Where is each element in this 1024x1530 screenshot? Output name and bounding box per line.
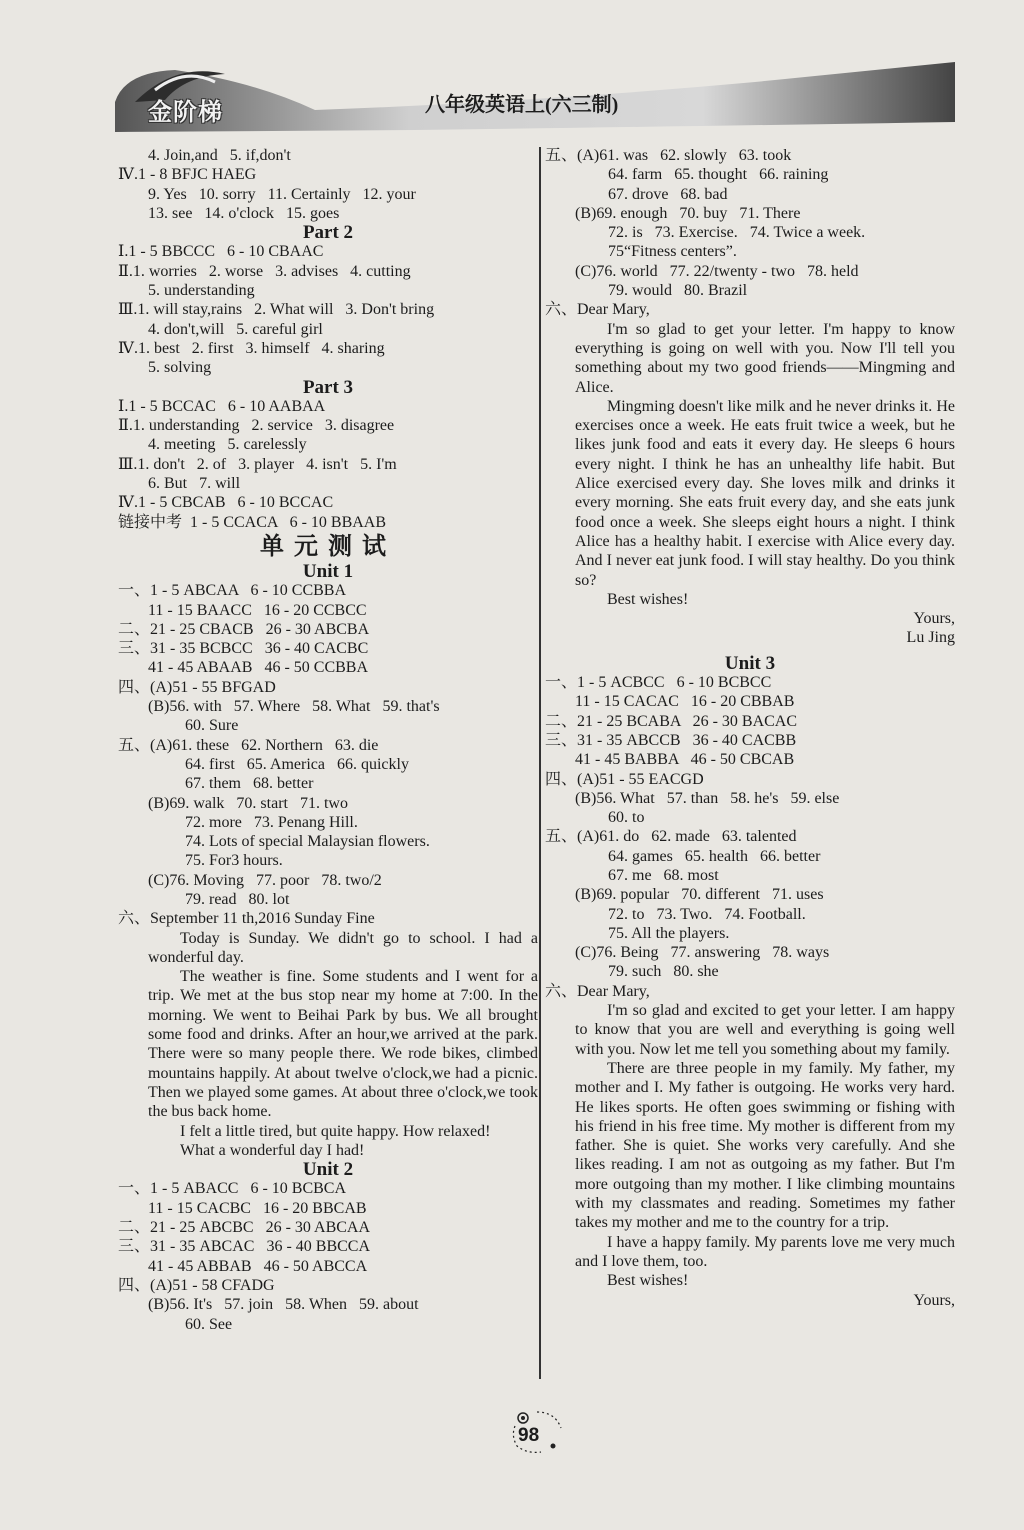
letter-paragraph: There are three people in my family. My father, my mother and I. My father is outgoing. He works very hard. He likes sports. He often goes swimming or fishing with his friend in his free time. My mother is different from my father. She is quiet. She works very carefully. And she likes reading. I am not as outgoing as my father. But I'm more outgoing than my mother. I like climbing mountains with my classmates and reading. Sometimes my father takes my mother and me to the country for a trip. (575, 1059, 955, 1232)
answer-line: 四、(A)51 - 55 BFGAD (118, 678, 276, 696)
answer-line: 一、1 - 5 ABCAA 6 - 10 CCBBA (118, 582, 347, 600)
answer-line: (B)56. It's 57. join 58. When 59. about (148, 1296, 419, 1314)
answer-line: Ⅳ.1. best 2. first 3. himself 4. sharing (118, 339, 385, 357)
answer-line: 六、Dear Mary, (545, 982, 650, 1000)
answer-line: Ⅰ.1 - 5 BCCAC 6 - 10 AABAA (118, 397, 326, 415)
essay-paragraph: Today is Sunday. We didn't go to school. I had a wonderful day. (148, 929, 538, 966)
answer-line: 一、1 - 5 ACBCC 6 - 10 BCBCC (545, 674, 772, 692)
answer-line: 74. Lots of special Malaysian flowers. (185, 833, 430, 851)
answer-line: Ⅳ.1 - 8 BFJC HAEG (118, 166, 257, 184)
letter-closing: Yours, (913, 1291, 955, 1309)
answer-line: 41 - 45 BABBA 46 - 50 CBCAB (575, 751, 795, 769)
page-title: 八年级英语上(六三制) (425, 94, 619, 116)
answer-line: Ⅳ.1 - 5 CBCAB 6 - 10 BCCAC (118, 494, 334, 512)
answer-line: (C)76. Moving 77. poor 78. two/2 (148, 871, 382, 889)
logo: 金阶梯 (148, 100, 223, 126)
answer-line: 67. them 68. better (185, 775, 314, 793)
section-heading-unit2: Unit 2 (302, 1159, 354, 1181)
letter-paragraph: Best wishes! (607, 590, 689, 608)
letter-closing: Yours, (913, 610, 955, 628)
answer-line: 一、1 - 5 ABACC 6 - 10 BCBCA (118, 1180, 347, 1198)
answer-line: 41 - 45 ABBAB 46 - 50 ABCCA (148, 1257, 368, 1275)
answer-line: 5. understanding (148, 282, 255, 300)
answer-line: 五、(A)61. these 62. Northern 63. die (118, 736, 379, 754)
column-divider (539, 147, 541, 1379)
answer-line: 6. But 7. will (148, 475, 241, 493)
answer-line: (C)76. world 77. 22/twenty - two 78. held (575, 262, 859, 280)
answer-line: 链接中考 1 - 5 CCACA 6 - 10 BBAAB (118, 513, 387, 531)
answer-line: 二、21 - 25 ABCBC 26 - 30 ABCAA (118, 1219, 371, 1237)
answer-line: 11 - 15 BAACC 16 - 20 CCBCC (148, 601, 367, 619)
answer-line: 64. farm 65. thought 66. raining (608, 166, 829, 184)
essay-paragraph: What a wonderful day I had! (180, 1141, 365, 1159)
answer-line: 二、21 - 25 BCABA 26 - 30 BACAC (545, 712, 798, 730)
page-number: 98 (518, 1425, 540, 1446)
answer-line: Ⅲ.1. will stay,rains 2. What will 3. Don't bring (118, 301, 435, 319)
section-heading-part2: Part 2 (302, 222, 354, 244)
answer-line: 75. All the players. (608, 924, 730, 942)
answer-line: 三、31 - 35 BCBCC 36 - 40 CACBC (118, 640, 369, 658)
answer-line: 79. read 80. lot (185, 890, 290, 908)
answer-line: 11 - 15 CACAC 16 - 20 CBBAB (575, 693, 795, 711)
answer-line: 三、31 - 35 ABCAC 36 - 40 BBCCA (118, 1238, 371, 1256)
answer-line: Ⅱ.1. worries 2. worse 3. advises 4. cutting (118, 262, 411, 280)
answer-line: 41 - 45 ABAAB 46 - 50 CCBBA (148, 659, 369, 677)
answer-line: (C)76. Being 77. answering 78. ways (575, 944, 830, 962)
answer-line: (B)56. with 57. Where 58. What 59. that's (148, 698, 440, 716)
letter-paragraph: Mingming doesn't like milk and he never drinks it. He exercises once a week. He eats fruit twice a week, but he likes junk food and eats it every day. He sleeps 6 hours every night. I think he has an unhealthy life habit. But Alice exercised every day. She loves milk and drinks it every morning. She eats fruit every day, and she eats junk food once a week. She sleeps eight hours a night. I think Alice has a healthy habit. I exercise with Alice every day. And I never eat junk food. I will stay healthy. Do you think so? (575, 397, 955, 589)
left-column (118, 146, 538, 1334)
answer-line: 4. meeting 5. carelessly (148, 436, 307, 454)
letter-paragraph: Best wishes! (607, 1272, 689, 1290)
answer-line: 四、(A)51 - 58 CFADG (118, 1276, 275, 1294)
answer-line: 4. Join,and 5. if,don't (148, 147, 291, 164)
answer-line: 72. is 73. Exercise. 74. Twice a week. (608, 224, 866, 242)
answer-line: 9. Yes 10. sorry 11. Certainly 12. your (148, 185, 416, 203)
answer-line: 72. to 73. Two. 74. Football. (608, 905, 806, 923)
answer-line: (B)69. walk 70. start 71. two (148, 794, 348, 812)
section-heading-unit-test: 单元测试 (260, 533, 396, 560)
answer-line: 5. solving (148, 359, 212, 377)
answer-line: 13. see 14. o'clock 15. goes (148, 204, 340, 222)
answer-line: (B)56. What 57. than 58. he's 59. else (575, 789, 840, 807)
answer-line: 五、(A)61. do 62. made 63. talented (545, 828, 797, 846)
answer-line: 75. For3 hours. (185, 852, 283, 870)
answer-line: (B)69. popular 70. different 71. uses (575, 886, 824, 904)
essay-paragraph: The weather is fine. Some students and I went for a trip. We met at the bus stop near my home at 7:00. In the morning. We went to Beihai Park by bus. We all brought some food and drinks. After an hour,we arrived at the park. There were so many people there. We rode bikes, climbed mountains happily. At about twelve o'clock,we had a picnic. Then we played some games. At about three o'clock,we took the bus back home. (148, 968, 538, 1121)
answer-line: 4. don't,will 5. careful girl (148, 320, 323, 338)
essay-paragraph: I felt a little tired, but quite happy. How relaxed! (180, 1122, 491, 1140)
answer-line: 六、September 11 th,2016 Sunday Fine (118, 910, 375, 928)
answer-line: Ⅲ.1. don't 2. of 3. player 4. isn't 5. I'm (118, 455, 397, 473)
letter-paragraph: I have a happy family. My parents love me very much and I love them, too. (575, 1233, 955, 1270)
letter-signature: Lu Jing (906, 629, 955, 647)
answer-line: 二、21 - 25 CBACB 26 - 30 ABCBA (118, 620, 370, 638)
answer-line: 六、Dear Mary, (545, 301, 650, 319)
answer-line: 60. to (608, 809, 645, 827)
letter-paragraph: I'm so glad to get your letter. I'm happy to know everything is going on well with you. Now I'll tell you something about my two good friends——Mingming and Alice. (575, 320, 955, 396)
answer-line: 67. me 68. most (608, 866, 719, 884)
answer-line: 75“Fitness centers”. (608, 243, 737, 261)
answer-line: Ⅱ.1. understanding 2. service 3. disagree (118, 417, 395, 435)
answer-line: 11 - 15 CACBC 16 - 20 BBCAB (148, 1199, 367, 1217)
answer-line: Ⅰ.1 - 5 BBCCC 6 - 10 CBAAC (118, 243, 324, 261)
answer-line: (B)69. enough 70. buy 71. There (575, 204, 801, 222)
section-heading-part3: Part 3 (302, 376, 354, 398)
answer-line: 三、31 - 35 ABCCB 36 - 40 CACBB (545, 731, 797, 749)
answer-line: 60. Sure (185, 717, 239, 735)
answer-line: 四、(A)51 - 55 EACGD (545, 770, 704, 788)
section-heading-unit3: Unit 3 (724, 652, 776, 674)
right-column (545, 146, 955, 1310)
answer-line: 67. drove 68. bad (608, 185, 728, 203)
answer-line: 64. games 65. health 66. better (608, 847, 821, 865)
answer-line: 72. more 73. Penang Hill. (185, 813, 358, 831)
letter-paragraph: I'm so glad and excited to get your letter. I am happy to know that you are well and everything is going well with you. Now let me tell you something about my family. (575, 1002, 955, 1058)
answer-line: 64. first 65. America 66. quickly (185, 755, 409, 773)
section-heading-unit1: Unit 1 (302, 560, 354, 582)
answer-line: 79. such 80. she (608, 963, 719, 981)
answer-line: 五、(A)61. was 62. slowly 63. took (545, 147, 792, 164)
answer-line: 60. See (185, 1315, 233, 1333)
answer-line: 79. would 80. Brazil (608, 282, 748, 300)
